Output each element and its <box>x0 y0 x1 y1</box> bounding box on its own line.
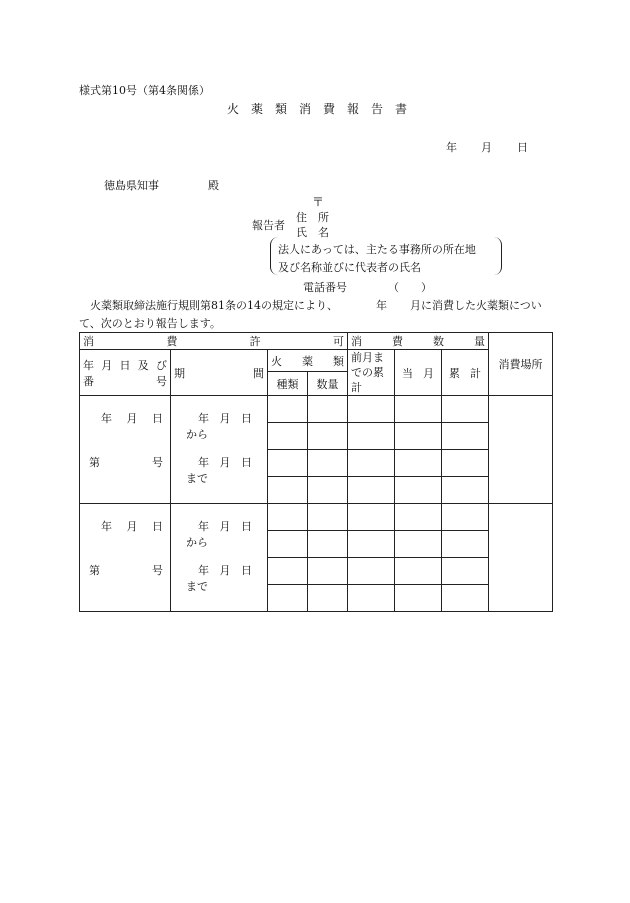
cumulative-cell[interactable] <box>442 504 489 531</box>
qty-cell[interactable] <box>308 558 348 585</box>
qty-cell[interactable] <box>308 477 348 504</box>
kind-cell[interactable] <box>268 423 308 450</box>
prev-total-cell[interactable] <box>348 423 395 450</box>
permit-period-cell-1: 年 月 日 から 年 月 日 まで <box>171 396 268 504</box>
address-label: 住 所 <box>296 211 329 224</box>
kind-cell[interactable] <box>268 558 308 585</box>
body-text-line2: て、次のとおり報告します。 <box>79 317 221 330</box>
header-cumulative: 累 計 <box>442 350 489 396</box>
permit-period-cell-2: 年 月 日 から 年 月 日 まで <box>171 504 268 612</box>
current-month-cell[interactable] <box>395 477 442 504</box>
form-number: 様式第10号（第4条関係） <box>79 84 210 97</box>
current-month-cell[interactable] <box>395 450 442 477</box>
qty-cell[interactable] <box>308 504 348 531</box>
permit-date-number-cell-1: 年 月 日 第 号 <box>80 396 171 504</box>
corporate-note-line2: 及び名称並びに代表者の氏名 <box>278 261 421 274</box>
header-kind: 種類 <box>268 372 308 396</box>
qty-cell[interactable] <box>308 396 348 423</box>
cumulative-cell[interactable] <box>442 531 489 558</box>
header-permit: 消 費 許 可 <box>80 333 348 350</box>
current-month-cell[interactable] <box>395 423 442 450</box>
kind-cell[interactable] <box>268 585 308 612</box>
header-prev-total: 前月までの累計 <box>348 350 395 396</box>
prev-total-cell[interactable] <box>348 585 395 612</box>
current-month-cell[interactable] <box>395 558 442 585</box>
corporate-note-line1: 法人にあっては、主たる事務所の所在地 <box>278 243 476 256</box>
header-date-number: 年 月 日 及 び 番 号 <box>80 350 171 396</box>
prev-total-cell[interactable] <box>348 450 395 477</box>
body-text-year: 年 <box>376 299 387 312</box>
kind-cell[interactable] <box>268 450 308 477</box>
cumulative-cell[interactable] <box>442 558 489 585</box>
header-qty: 数量 <box>308 372 348 396</box>
kind-cell[interactable] <box>268 477 308 504</box>
kind-cell[interactable] <box>268 396 308 423</box>
phone-paren: （ ） <box>388 281 432 294</box>
cumulative-cell[interactable] <box>442 396 489 423</box>
name-label: 氏 名 <box>296 226 329 239</box>
current-month-cell[interactable] <box>395 585 442 612</box>
kind-cell[interactable] <box>268 531 308 558</box>
report-table <box>79 332 553 612</box>
current-month-cell[interactable] <box>395 531 442 558</box>
qty-cell[interactable] <box>308 531 348 558</box>
body-text-line1a: 火薬類取締法施行規則第81条の14の規定により、 <box>90 299 338 312</box>
date-day-label: 日 <box>517 141 528 154</box>
prev-total-cell[interactable] <box>348 558 395 585</box>
header-current-month: 当 月 <box>395 350 442 396</box>
cumulative-cell[interactable] <box>442 477 489 504</box>
header-place: 消費場所 <box>489 333 553 396</box>
current-month-cell[interactable] <box>395 504 442 531</box>
date-month-label: 月 <box>481 141 492 154</box>
date-year-label: 年 <box>446 141 457 154</box>
addressee-name: 徳島県知事 <box>104 179 159 192</box>
prev-total-cell[interactable] <box>348 504 395 531</box>
phone-label: 電話番号 <box>303 281 347 294</box>
permit-date-number-cell-2: 年 月 日 第 号 <box>80 504 171 612</box>
cumulative-cell[interactable] <box>442 450 489 477</box>
qty-cell[interactable] <box>308 450 348 477</box>
date-line <box>446 139 526 155</box>
header-period: 期 間 <box>171 350 268 396</box>
reporter-label: 報告者 <box>252 219 285 232</box>
prev-total-cell[interactable] <box>348 396 395 423</box>
cumulative-cell[interactable] <box>442 423 489 450</box>
header-consumption-quantity: 消 費 数 量 <box>348 333 489 350</box>
addressee-honorific: 殿 <box>208 179 219 192</box>
current-month-cell[interactable] <box>395 396 442 423</box>
postal-mark: 〒 <box>312 195 325 209</box>
prev-total-cell[interactable] <box>348 477 395 504</box>
qty-cell[interactable] <box>308 423 348 450</box>
document-title: 火 薬 類 消 費 報 告 書 <box>227 102 408 116</box>
header-explosives: 火 薬 類 <box>268 350 348 372</box>
prev-total-cell[interactable] <box>348 531 395 558</box>
place-cell-2[interactable] <box>489 504 553 612</box>
body-text-line1b: 月に消費した火薬類につい <box>410 299 542 312</box>
place-cell-1[interactable] <box>489 396 553 504</box>
qty-cell[interactable] <box>308 585 348 612</box>
cumulative-cell[interactable] <box>442 585 489 612</box>
kind-cell[interactable] <box>268 504 308 531</box>
